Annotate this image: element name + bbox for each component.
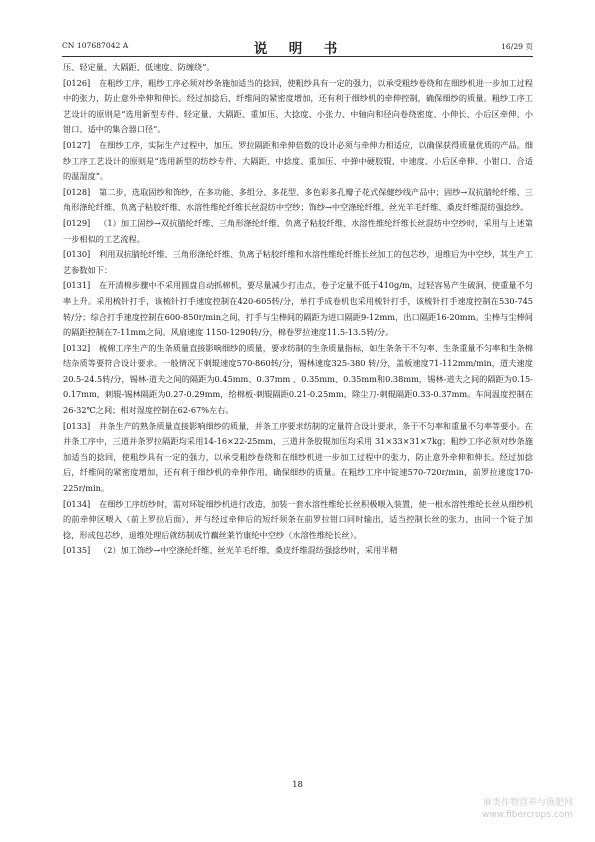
paragraph-number: [0127] (63, 139, 91, 150)
paragraph-0128 (63, 185, 533, 216)
paragraph-text: 在细纱工序，实际生产过程中，加压、罗拉隔距和牵伸倍数的设计必须与牵伸力相适应，以确保获得质量优质的产品。细纱工序工艺设计的原则是“选用新型的纺纱专件、大隔距、中捻度、重加压、中弹中硬胶辊、中速度、小后区牵伸、小钳口、合适的温湿度”。 (63, 139, 533, 182)
paragraph-text: 利用双抗腈纶纤维、三角形涤纶纤维、负离子粘胶纤维和水溶性维纶纤维长丝加工的包芯纱，退维后为中空纱，其生产工艺参数如下： (63, 249, 533, 275)
paragraph-0132 (63, 341, 533, 419)
page-number: 18 (292, 780, 303, 790)
paragraph-number: [0133] (63, 420, 91, 431)
header-divider (62, 56, 533, 57)
paragraph-number: [0129] (63, 217, 91, 228)
paragraph-continuation (63, 60, 533, 76)
paragraph-0127 (63, 138, 533, 185)
watermark-site-name: 麻类作物营养与施肥网 (482, 798, 573, 808)
paragraph-text: 在粗纱工序，粗纱工序必须对纱条施加适当的捻回，使粗纱具有一定的强力，以承受粗纱卷绕和在细纱机进一步加工过程中的张力，防止意外牵伸和伸长。经过加捻后，纤维间的紧密度增加，还有利于细纱机的牵伸控制，确保细纱的质量。粗纱工序工艺设计的原则是“选用新型专件、轻定量、大隔距、重加压、大捻度、小张力、中轴向和径向卷绕密度、小伸长、小后区牵伸、小钳口、适中的集合器口径”。 (63, 77, 533, 135)
paragraph-text: 第二步，选取固纱和饰纱，在多功能、多组分、多花型、多色彩多孔瓣子花式保健纱线产品中；固纱→双抗腈纶纤维、三角形涤纶纤维、负离子粘胶纤维、水溶性维纶纤维长丝混纺中空纱；饰纱→中空涤纶纤维、丝光羊毛纤维、桑皮纤维混纺强捻纱。 (63, 186, 533, 213)
paragraph-text: 梳棉工序生产的生条质量直接影响细纱的质量，要求纺制的生条质量指标，如生条条干不匀率、生条重量不匀率和生条棉结杂质等要符合设计要求。一般情况下刺辊速度570-860转/分，锡林速度325-380 转/分，盖板速度71-112mm/min，道夫速度20.5-24.5转/分，锡林-道夫之间的隔距为0.45mm、0.37mm 、0.35mm、0.35mm和0.38mm，锡林-道夫之间的隔距为0.15-0.17mm，刺辊-锡林隔距为0.27-0.29mm，给棉板-刺辊隔距0.21-0.25mm，除尘刀-刺辊隔距0.33-0.37mm。车间温度控制在26-32℃之间；相对湿度控制在62-67%左右。 (63, 342, 533, 416)
watermark-url: www.fibercrops.com (482, 810, 573, 820)
paragraph-number: [0131] (63, 280, 91, 291)
site-watermark (482, 797, 573, 821)
paragraph-0134 (63, 497, 533, 544)
document-type-title: 说 明 书 (253, 41, 342, 57)
paragraph-0130 (63, 247, 533, 278)
paragraph-text: （2）加工饰纱→中空涤纶纤维、丝光羊毛纤维、桑皮纤维混纺强捻纱时，采用半精 (99, 545, 398, 556)
paragraph-0129 (63, 216, 533, 247)
paragraph-text: （1）加工固纱→双抗腈纶纤维、三角形涤纶纤维、负离子粘胶纤维、水溶性维纶纤维长丝混纺中空纱时，采用与上述第一步相似的工艺流程。 (63, 217, 533, 244)
paragraph-number: [0130] (63, 249, 91, 260)
paragraph-text: 并条生产的熟条质量直接影响细纱的质量，并条工序要求纺制的定量符合设计要求，条干不匀率和重量不匀率等要小。在并条工序中，三道并条罗拉隔距均采用14-16×22-25mm，三道并条胶辊加压均采用 31×33×31×7kg；粗纱工序必须对纱条施加适当的捻回，使粗纱具有一定的强力，以承受粗纱卷绕和在细纱机进一步加工过程中的张力，防止意外牵伸和伸长。经过加捻后，纤维间的紧密度增加，还有利于细纱机的牵伸作用，确保细纱的质量。在粗纱工序中锭速570-720r/min，前罗拉速度170-225r/min。 (63, 420, 533, 494)
patent-number: CN 107687042 A (62, 41, 129, 50)
paragraph-number: [0135] (63, 545, 91, 556)
paragraph-text: 在开清棉步骤中不采用圆盘自动抓棉机，要尽量减少打击点，卷子定量不低于410g/m，过轻容易产生破洞，使重量不匀率上升。采用梳针打手，该梳针打手速度控制在420-605转/分，单打手成卷机也采用梳针打手，该梳针打手速度控制在530-745转/分；综合打手速度控制在600-850r/min之间，打手与尘棒间的隔距为进口隔距9-12mm，出口隔距16-20mm。尘棒与尘棒间的隔距控制在7-11mm之间。风扇速度 1150-1290转/分，棉卷罗拉速度11.5-13.5转/分。 (63, 280, 533, 338)
paragraph-0126 (63, 76, 533, 138)
description-body (63, 60, 533, 559)
paragraph-number: [0128] (63, 186, 91, 197)
paragraph-0133 (63, 419, 533, 497)
page-indicator: 16/29 页 (501, 42, 533, 51)
page-header (62, 37, 533, 55)
paragraph-0131 (63, 278, 533, 340)
paragraph-0135 (63, 543, 533, 559)
paragraph-number: [0132] (63, 342, 91, 353)
paragraph-text: 压、轻定量、大隔距、低速度、防缠绕”。 (63, 62, 215, 72)
paragraph-text: 在细纱工序纺纱时，需对环锭细纱机进行改造，加装一套水溶性维纶长丝积极喂入装置，使一根水溶性维纶长丝从细纱机的前牵伸区喂入（前上罗拉后面），并与经过牵伸后的短纤须条在前罗拉钳口同时输出，适当控制长丝的张力，由同一个锭子加捻，形成包芯纱，退维处理后就纺制成竹藕丝莱竹康纶中空纱（水溶性维纶长丝）。 (63, 498, 533, 540)
paragraph-number: [0126] (63, 77, 91, 88)
paragraph-number: [0134] (63, 498, 91, 509)
